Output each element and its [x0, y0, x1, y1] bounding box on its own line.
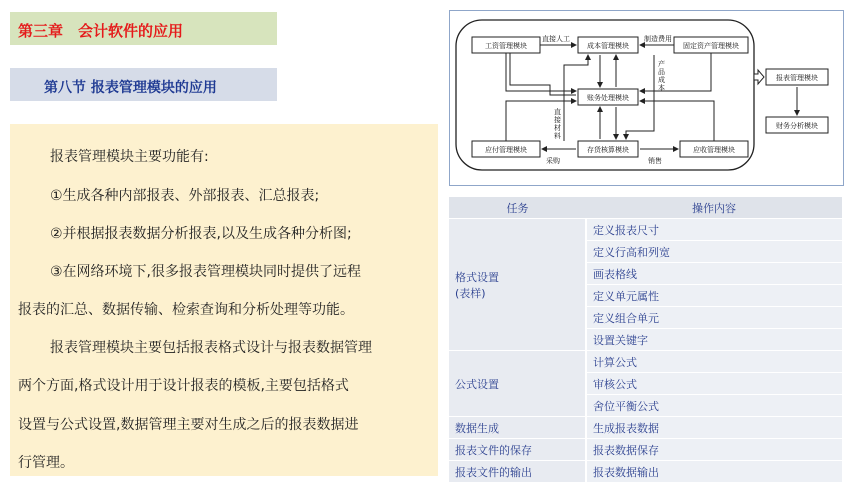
table-cell-op: 计算公式 [586, 351, 842, 373]
section-title-bar [10, 68, 277, 101]
table-cell-op: 定义行高和列宽 [586, 241, 842, 263]
table-cell-op: 生成报表数据 [586, 417, 842, 439]
module-flow-diagram [449, 10, 844, 186]
label-product-cost-3: 成 [658, 76, 665, 84]
label-direct-labor: 直接人工 [542, 35, 570, 43]
label-direct-material-1: 直 [554, 108, 561, 116]
label-product-cost-1: 产 [658, 60, 665, 68]
table-cell-task: 数据生成 [449, 417, 586, 439]
label-purchase: 采购 [546, 157, 560, 165]
cost-module-label: 成本管理模块 [587, 42, 629, 50]
table-cell-task-formula: 公式设置 [449, 351, 586, 417]
table-cell-op: 舍位平衡公式 [586, 395, 842, 417]
table-cell-op: 设置关键字 [586, 329, 842, 351]
fixed-assets-module-label: 固定资产管理模块 [683, 42, 739, 50]
label-manufacturing-cost: 制造费用 [644, 35, 672, 43]
label-sales: 销售 [648, 157, 662, 165]
chapter-title: 第三章 会计软件的应用 [18, 22, 184, 40]
paragraph-line: 设置与公式设置,数据管理主要对生成之后的报表数据进 [18, 417, 359, 433]
label-product-cost-4: 本 [658, 84, 665, 92]
report-tasks-table [449, 197, 842, 483]
content-text-box [10, 124, 438, 476]
paragraph-line: 报表的汇总、数据传输、检索查询和分析处理等功能。 [18, 302, 354, 318]
inventory-module-label: 存货核算模块 [587, 146, 629, 154]
table-header-task: 任务 [449, 197, 586, 219]
paragraph-line: 行管理。 [18, 455, 74, 471]
accounting-module-label: 账务处理模块 [587, 94, 629, 102]
chapter-title-bar [10, 12, 277, 45]
paragraph-line: ③在网络环境下,很多报表管理模块同时提供了远程 [50, 264, 361, 280]
label-product-cost-2: 品 [658, 68, 665, 76]
arrow-to-report-icon [754, 70, 764, 84]
receivable-module-label: 应收管理模块 [693, 146, 735, 154]
paragraph-line: ①生成各种内部报表、外部报表、汇总报表; [50, 188, 320, 204]
paragraph-line: 报表管理模块主要包括报表格式设计与报表数据管理 [50, 340, 372, 356]
table-cell-task: 报表文件的保存 [449, 439, 586, 461]
table-cell-task-format [449, 219, 586, 351]
diagram-svg [450, 11, 843, 185]
table-cell-op: 审核公式 [586, 373, 842, 395]
task-format-line1: 格式设置 [455, 270, 499, 284]
table-cell-op: 报表数据输出 [586, 461, 842, 483]
table-row [449, 417, 842, 439]
table-row [449, 439, 842, 461]
table-row [449, 219, 842, 241]
table-row [449, 351, 842, 373]
table-header-row [449, 197, 842, 219]
task-format-line2: (表样) [455, 286, 486, 300]
table-cell-op: 报表数据保存 [586, 439, 842, 461]
section-title: 第八节 报表管理模块的应用 [44, 80, 217, 96]
table-cell-op: 定义单元属性 [586, 285, 842, 307]
table-header-op: 操作内容 [586, 197, 842, 219]
label-direct-material-4: 料 [554, 132, 561, 140]
paragraph-line: ②并根据报表数据分析报表,以及生成各种分析图; [50, 226, 352, 242]
paragraph-line: 两个方面,格式设计用于设计报表的模板,主要包括格式 [18, 378, 349, 394]
payable-module-label: 应付管理模块 [485, 146, 527, 154]
report-module-label: 报表管理模块 [776, 74, 818, 82]
analysis-module-label: 财务分析模块 [776, 122, 818, 130]
table-row [449, 461, 842, 483]
table-cell-task: 报表文件的输出 [449, 461, 586, 483]
table-cell-op: 定义组合单元 [586, 307, 842, 329]
salary-module-label: 工资管理模块 [485, 42, 527, 50]
table-cell-op: 定义报表尺寸 [586, 219, 842, 241]
table-cell-op: 画表格线 [586, 263, 842, 285]
label-direct-material-3: 材 [554, 124, 561, 132]
paragraph-line: 报表管理模块主要功能有: [50, 149, 209, 165]
label-direct-material-2: 接 [554, 116, 561, 124]
